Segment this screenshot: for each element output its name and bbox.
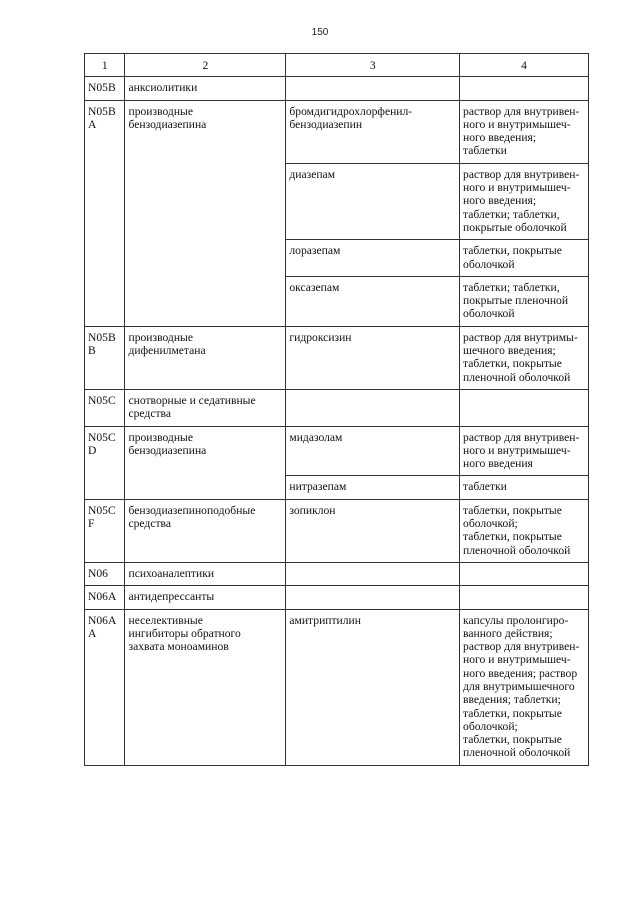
table-row — [85, 100, 589, 163]
dosage-form — [460, 77, 589, 100]
column-header: 1 — [85, 54, 125, 77]
drug-name: бромдигидрохлорфенил- бензодиазепин — [286, 100, 460, 163]
atc-code: N05CD — [85, 426, 125, 499]
atc-code: N05BB — [85, 326, 125, 389]
group-name: бензодиазепиноподобные средства — [125, 499, 286, 562]
dosage-form: раствор для внутривен- ного и внутримышеч- ного введения; таблетки — [460, 100, 589, 163]
table-row — [85, 586, 589, 609]
column-header: 3 — [286, 54, 460, 77]
drug-name: мидазолам — [286, 426, 460, 476]
group-name: снотворные и седативные средства — [125, 389, 286, 426]
dosage-form: таблетки — [460, 476, 589, 499]
drug-name — [286, 389, 460, 426]
table-row — [85, 389, 589, 426]
table-row — [85, 562, 589, 585]
table-row — [85, 326, 589, 389]
column-header: 2 — [125, 54, 286, 77]
table-row — [85, 609, 589, 765]
dosage-form: таблетки, покрытые оболочкой; таблетки, покрытые пленочной оболочкой — [460, 499, 589, 562]
header-row — [85, 54, 589, 77]
dosage-form: капсулы пролонгиро- ванного действия; раствор для внутривен- ного и внутримышеч- ного введения; раствор для внутримышечного введения; таблетки; таблетки, покрытые оболочкой; таблетки, покрытые пленочной оболочкой — [460, 609, 589, 765]
atc-code: N06 — [85, 562, 125, 585]
drug-name: амитриптилин — [286, 609, 460, 765]
atc-code: N06A — [85, 586, 125, 609]
dosage-form: раствор для внутривен- ного и внутримышеч- ного введения; таблетки; таблетки, покрытые оболочкой — [460, 163, 589, 239]
dosage-form: таблетки, покрытые оболочкой — [460, 240, 589, 277]
dosage-form: таблетки; таблетки, покрытые пленочной оболочкой — [460, 276, 589, 326]
group-name: неселективные ингибиторы обратного захвата моноаминов — [125, 609, 286, 765]
dosage-form: раствор для внутривен- ного и внутримышеч- ного введения — [460, 426, 589, 476]
drug-name: диазепам — [286, 163, 460, 239]
atc-code: N06AA — [85, 609, 125, 765]
atc-code: N05C — [85, 389, 125, 426]
table-row — [85, 499, 589, 562]
group-name: производные бензодиазепина — [125, 426, 286, 499]
group-name: антидепрессанты — [125, 586, 286, 609]
group-name: анксиолитики — [125, 77, 286, 100]
page-number: 150 — [311, 27, 329, 38]
drug-name: оксазепам — [286, 276, 460, 326]
drug-name — [286, 77, 460, 100]
dosage-form — [460, 562, 589, 585]
drug-name: гидроксизин — [286, 326, 460, 389]
dosage-form — [460, 389, 589, 426]
table-row — [85, 77, 589, 100]
dosage-form — [460, 586, 589, 609]
table-row — [85, 426, 589, 476]
column-header: 4 — [460, 54, 589, 77]
drug-name: лоразепам — [286, 240, 460, 277]
drug-classification-table — [84, 53, 589, 766]
drug-name: нитразепам — [286, 476, 460, 499]
group-name: производные дифенилметана — [125, 326, 286, 389]
group-name: производные бензодиазепина — [125, 100, 286, 326]
drug-name — [286, 562, 460, 585]
atc-code: N05B — [85, 77, 125, 100]
dosage-form: раствор для внутримы- шечного введения; таблетки, покрытые пленочной оболочкой — [460, 326, 589, 389]
group-name: психоаналептики — [125, 562, 286, 585]
atc-code: N05CF — [85, 499, 125, 562]
drug-name: зопиклон — [286, 499, 460, 562]
atc-code: N05BA — [85, 100, 125, 326]
drug-name — [286, 586, 460, 609]
